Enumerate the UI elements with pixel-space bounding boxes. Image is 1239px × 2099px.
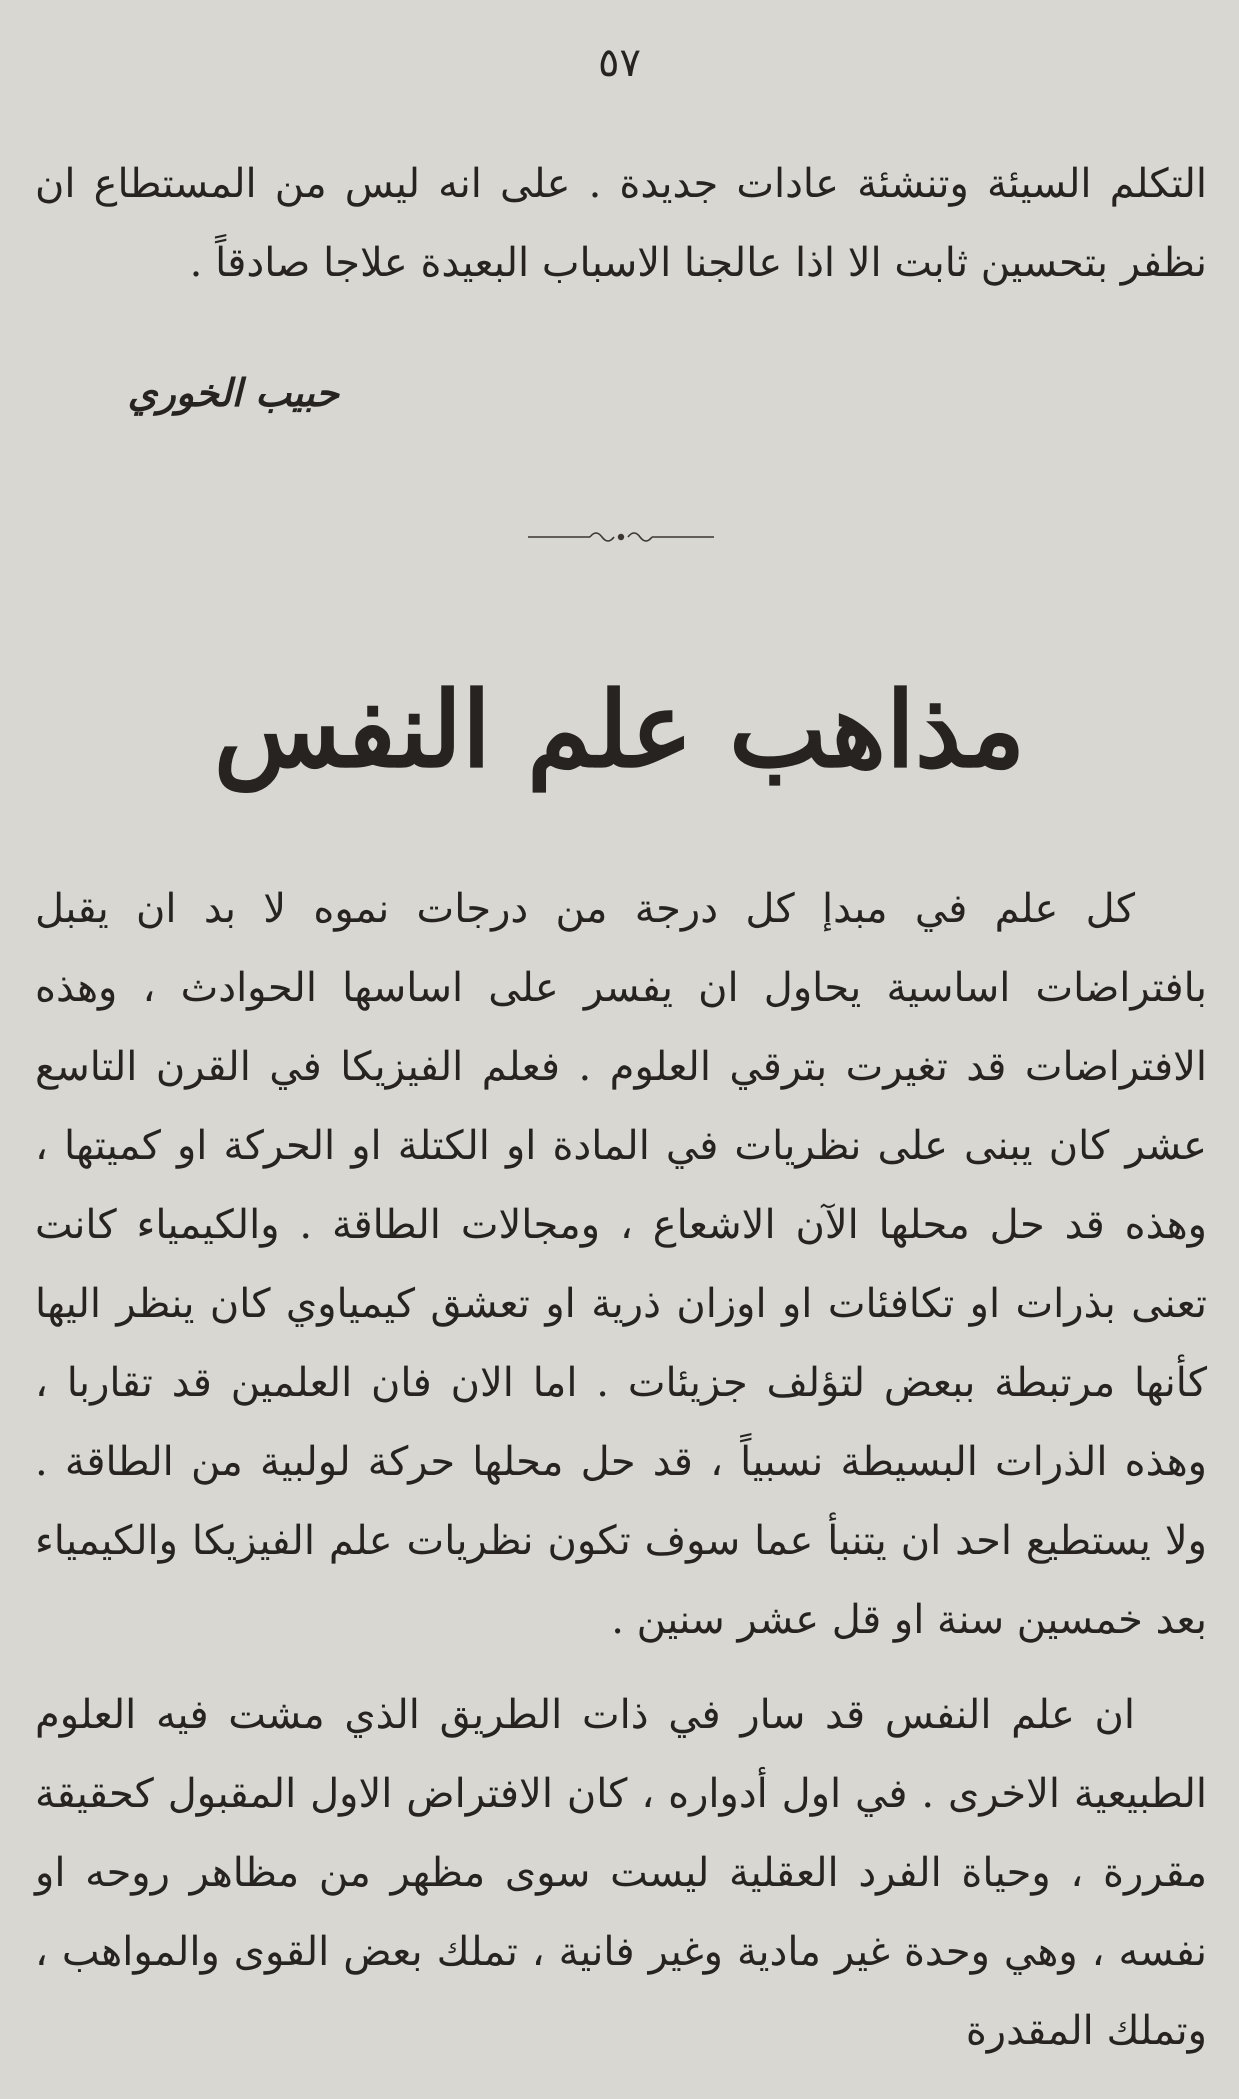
- paragraph-2-text: ان علم النفس قد سار في ذات الطريق الذي مشت فيه العلوم الطبيعية الاخرى . في اول أدواره ، كان الافتراض الاول المقبول كحقيقة مقررة ، وحياة الفرد العقلية ليست سوى مظهر من مظاهر روحه او نفسه ، وهي وحدة غير مادية وغير فانية ، تملك بعض القوى والمواهب ، وتملك المقدرة: [35, 1692, 1207, 2054]
- author-signature: حبيب الخوري: [127, 370, 339, 415]
- page-number: ٥٧: [598, 40, 641, 86]
- body-text: [35, 870, 1207, 2071]
- paragraph-1: [35, 870, 1207, 1660]
- section-title: مذاهب علم النفس: [213, 668, 1026, 791]
- paragraph-2: [35, 1676, 1207, 2071]
- paragraph-1-text: كل علم في مبدإ كل درجة من درجات نموه لا بد ان يقبل بافتراضات اساسية يحاول ان يفسر على اساسها الحوادث ، وهذه الافتراضات قد تغيرت بترقي العلوم . فعلم الفيزيكا في القرن التاسع عشر كان يبنى على نظريات في المادة او الكتلة او الحركة او كميتها ، وهذه قد حل محلها الآن الاشعاع ، ومجالات الطاقة . والكيمياء كانت تعنى بذرات او تكافئات او اوزان ذرية او تعشق كيمياوي كان ينظر اليها كأنها مرتبطة ببعض لتؤلف جزيئات . اما الان فان العلمين قد تقاربا ، وهذه الذرات البسيطة نسبياً ، قد حل محلها حركة لولبية من الطاقة . ولا يستطيع احد ان يتنبأ عما سوف تكون نظريات علم الفيزيكا والكيمياء بعد خمسين سنة او قل عشر سنين .: [35, 886, 1207, 1643]
- intro-paragraph: التكلم السيئة وتنشئة عادات جديدة . على انه ليس من المستطاع ان نظفر بتحسين ثابت الا اذا عالجنا الاسباب البعيدة علاجا صادقاً .: [35, 161, 1207, 286]
- ornamental-divider: [528, 525, 714, 549]
